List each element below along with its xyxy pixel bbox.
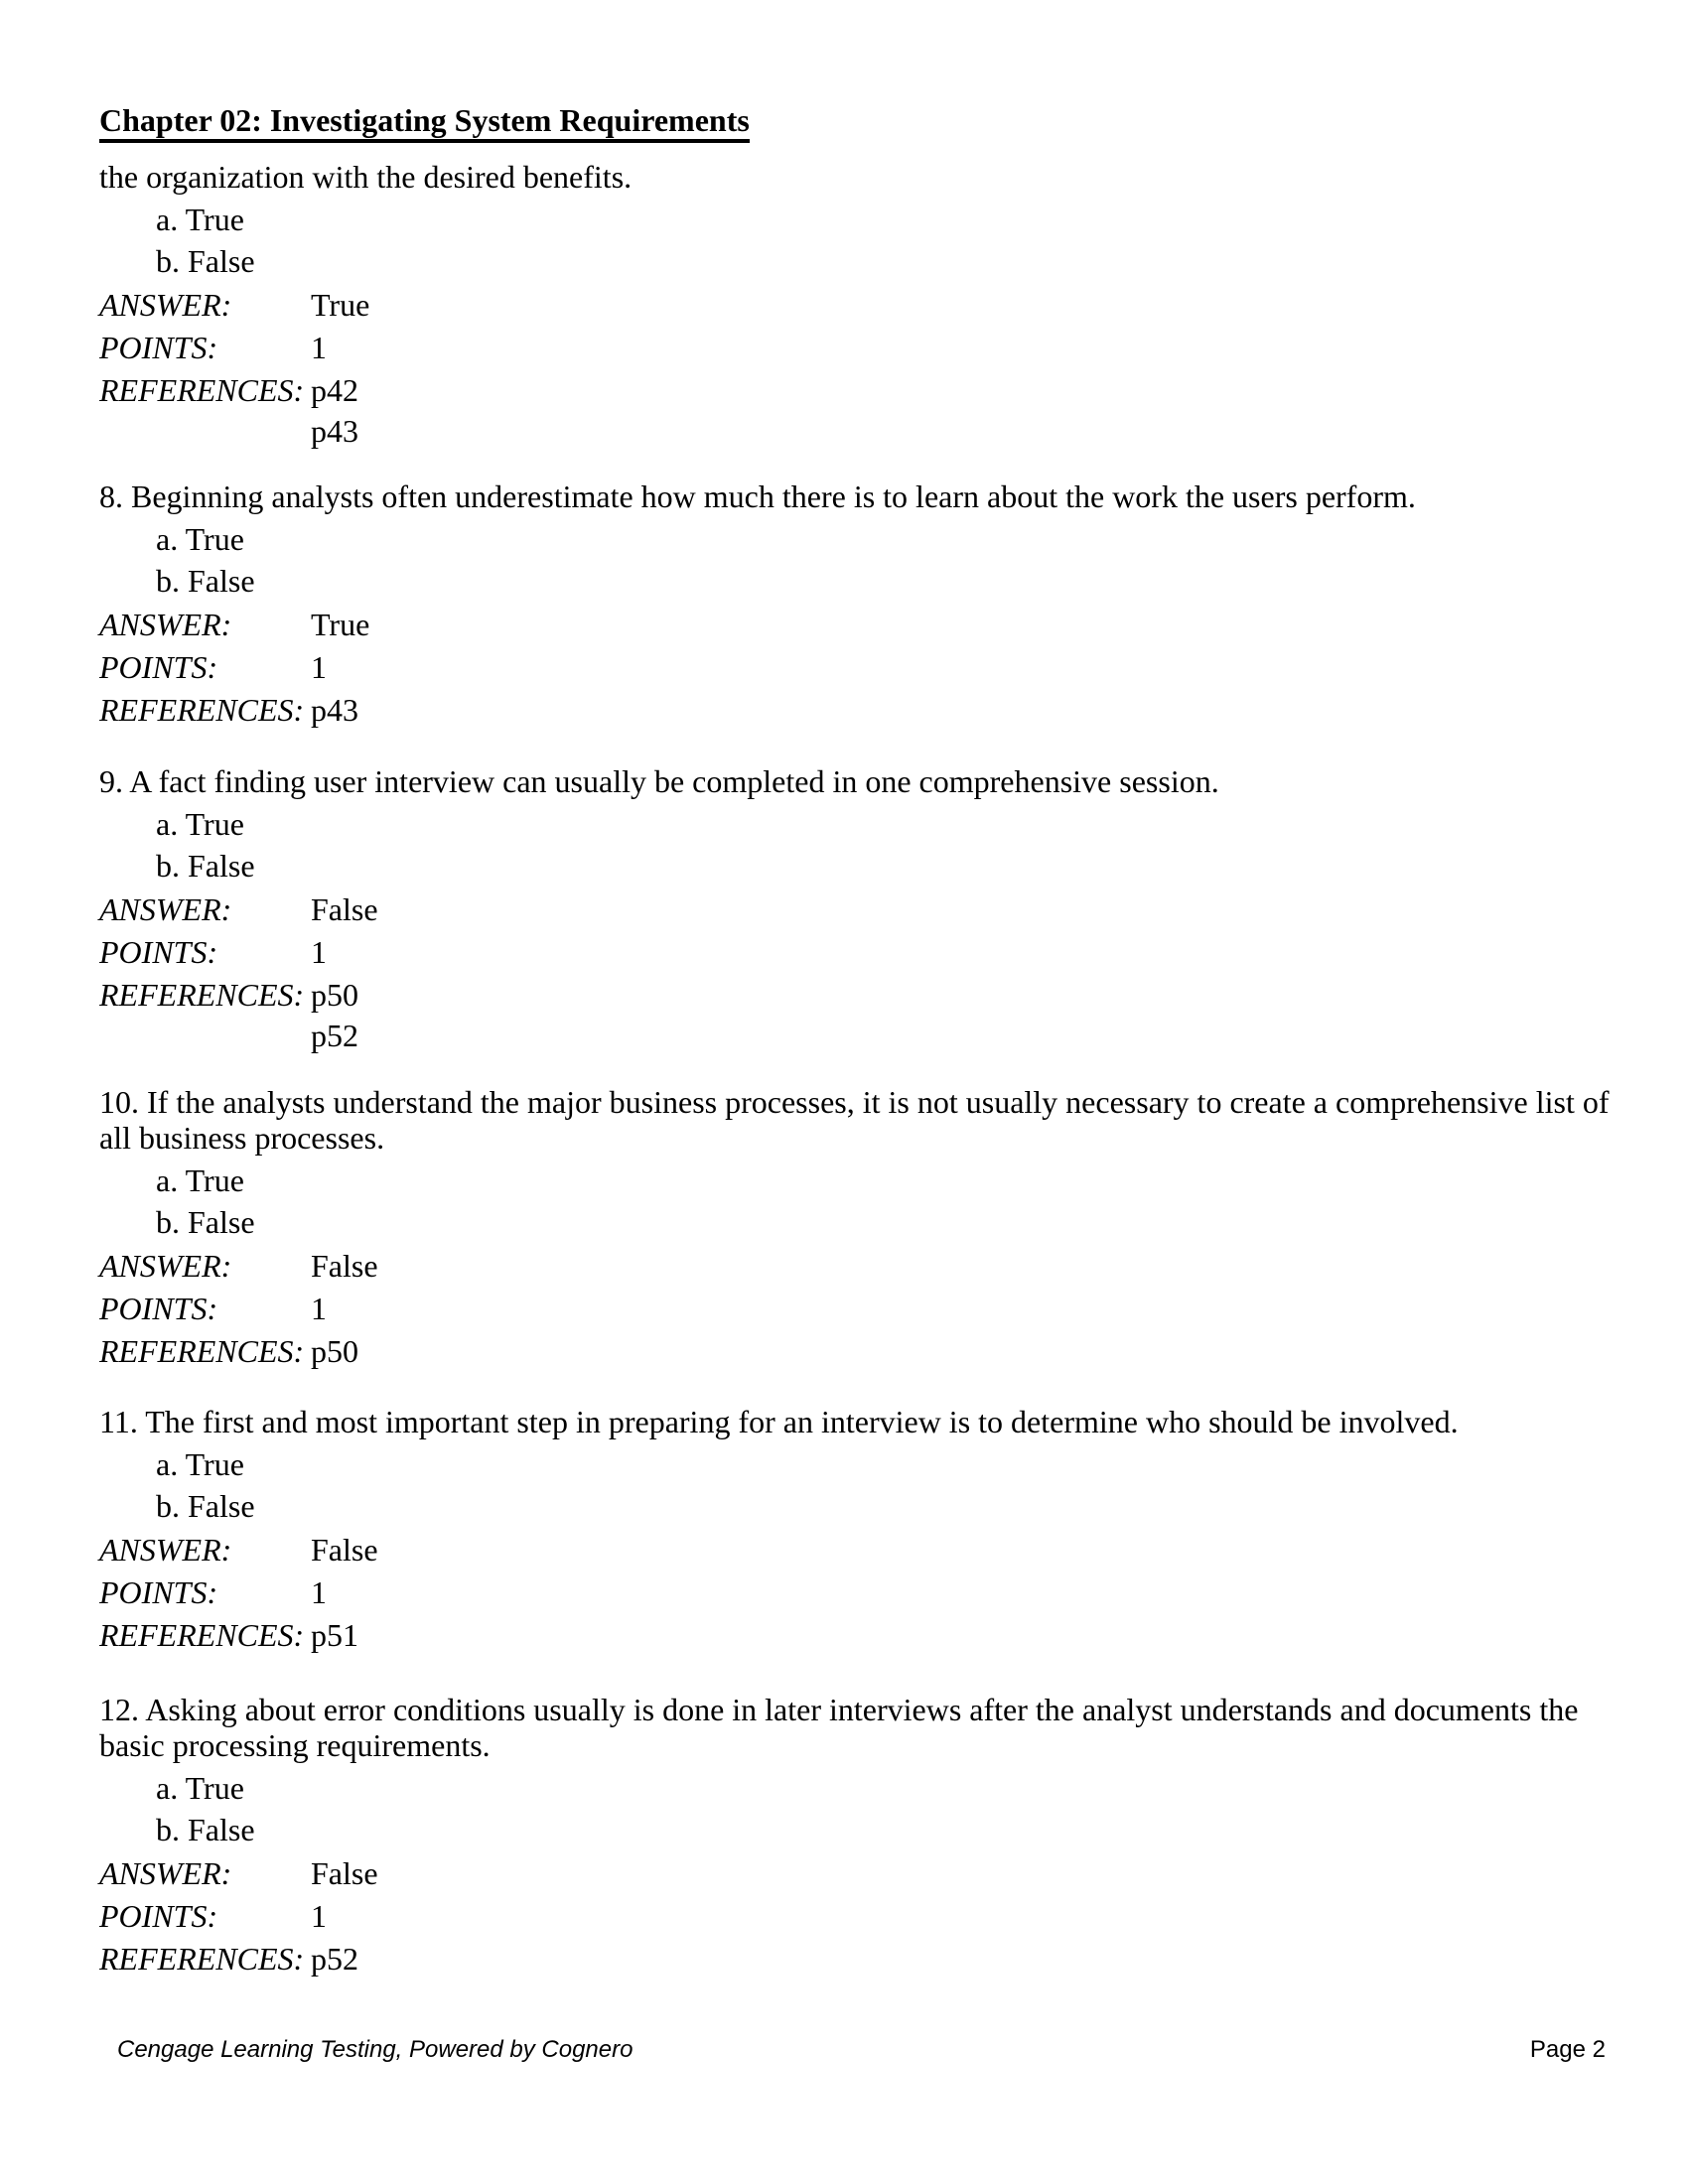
option-true: a. True xyxy=(156,202,244,237)
references-value xyxy=(311,1938,358,1980)
answer-row xyxy=(99,284,1618,327)
answer-label: ANSWER: xyxy=(99,891,232,927)
answer-label: ANSWER: xyxy=(99,287,232,323)
question-text: 8. Beginning analysts often underestimate how much there is to learn about the work the users perform. xyxy=(99,478,1416,514)
reference-page: p51 xyxy=(311,1617,358,1653)
points-value: 1 xyxy=(311,934,327,970)
question-block-10 xyxy=(99,1084,1618,1373)
answer-value: False xyxy=(311,1248,378,1284)
option-true: a. True xyxy=(156,1446,244,1482)
answer-label: ANSWER: xyxy=(99,607,232,642)
points-row xyxy=(99,646,1618,689)
points-row xyxy=(99,327,1618,369)
reference-page: p43 xyxy=(311,692,358,728)
option-false: b. False xyxy=(156,243,255,279)
points-label: POINTS: xyxy=(99,1291,218,1326)
question-text: 10. If the analysts understand the major business processes, it is not usually necessary to create a comprehensive list of all business processes. xyxy=(99,1084,1610,1156)
points-value: 1 xyxy=(311,649,327,685)
references-label: REFERENCES: xyxy=(99,1941,305,1977)
option-true: a. True xyxy=(156,1162,244,1198)
question-meta xyxy=(99,1245,1618,1373)
references-label: REFERENCES: xyxy=(99,1333,305,1369)
references-value xyxy=(311,974,358,1054)
references-value xyxy=(311,369,358,450)
reference-page: p52 xyxy=(311,1018,358,1053)
points-value: 1 xyxy=(311,1574,327,1610)
option-false: b. False xyxy=(156,1204,255,1240)
points-label: POINTS: xyxy=(99,934,218,970)
answer-label: ANSWER: xyxy=(99,1532,232,1568)
points-label: POINTS: xyxy=(99,330,218,365)
answer-row xyxy=(99,888,1618,931)
references-value xyxy=(311,689,358,732)
answer-label: ANSWER: xyxy=(99,1248,232,1284)
references-label: REFERENCES: xyxy=(99,372,305,408)
option-false: b. False xyxy=(156,563,255,599)
chapter-title: Chapter 02: Investigating System Requirements xyxy=(99,102,750,143)
references-label: REFERENCES: xyxy=(99,1617,305,1653)
question-meta xyxy=(99,1529,1618,1657)
answer-row xyxy=(99,1529,1618,1571)
question-block-12 xyxy=(99,1692,1618,1980)
reference-page: p50 xyxy=(311,977,358,1013)
answer-value: False xyxy=(311,1532,378,1568)
page-footer xyxy=(117,2035,1606,2065)
question-block-8 xyxy=(99,478,1618,732)
question-meta xyxy=(99,888,1618,1054)
answer-value: True xyxy=(311,287,370,323)
references-row xyxy=(99,1614,1618,1657)
points-label: POINTS: xyxy=(99,649,218,685)
points-row xyxy=(99,931,1618,974)
answer-value: True xyxy=(311,607,370,642)
answer-value: False xyxy=(311,891,378,927)
points-value: 1 xyxy=(311,1898,327,1934)
references-label: REFERENCES: xyxy=(99,977,305,1013)
question-block-7 xyxy=(99,159,1618,450)
option-true: a. True xyxy=(156,1770,244,1806)
footer-branding: Cengage Learning Testing, Powered by Cognero xyxy=(117,2036,633,2063)
question-text: 11. The first and most important step in preparing for an interview is to determine who should be involved. xyxy=(99,1404,1459,1439)
references-value xyxy=(311,1330,358,1373)
option-true: a. True xyxy=(156,521,244,557)
question-meta xyxy=(99,284,1618,450)
question-block-9 xyxy=(99,763,1618,1054)
question-block-11 xyxy=(99,1404,1618,1657)
points-label: POINTS: xyxy=(99,1898,218,1934)
question-meta xyxy=(99,1852,1618,1980)
question-text: 9. A fact finding user interview can usually be completed in one comprehensive session. xyxy=(99,763,1219,799)
references-row xyxy=(99,369,1618,450)
reference-page: p42 xyxy=(311,372,358,408)
points-row xyxy=(99,1288,1618,1330)
points-value: 1 xyxy=(311,1291,327,1326)
reference-page: p50 xyxy=(311,1333,358,1369)
option-false: b. False xyxy=(156,848,255,884)
answer-label: ANSWER: xyxy=(99,1855,232,1891)
answer-row xyxy=(99,1245,1618,1288)
footer-page-number: Page 2 xyxy=(1529,2036,1606,2063)
points-value: 1 xyxy=(311,330,327,365)
points-row xyxy=(99,1895,1618,1938)
answer-row xyxy=(99,1852,1618,1895)
points-row xyxy=(99,1571,1618,1614)
references-row xyxy=(99,689,1618,732)
reference-page: p43 xyxy=(311,413,358,449)
references-row xyxy=(99,1938,1618,1980)
references-value xyxy=(311,1614,358,1657)
references-row xyxy=(99,974,1618,1054)
references-row xyxy=(99,1330,1618,1373)
reference-page: p52 xyxy=(311,1941,358,1977)
points-label: POINTS: xyxy=(99,1574,218,1610)
question-text: the organization with the desired benefits. xyxy=(99,159,633,195)
option-true: a. True xyxy=(156,806,244,842)
question-text: 12. Asking about error conditions usually is done in later interviews after the analyst understands and documents the basic processing requirements. xyxy=(99,1692,1579,1763)
option-false: b. False xyxy=(156,1812,255,1847)
references-label: REFERENCES: xyxy=(99,692,305,728)
answer-row xyxy=(99,604,1618,646)
option-false: b. False xyxy=(156,1488,255,1524)
question-meta xyxy=(99,604,1618,732)
answer-value: False xyxy=(311,1855,378,1891)
